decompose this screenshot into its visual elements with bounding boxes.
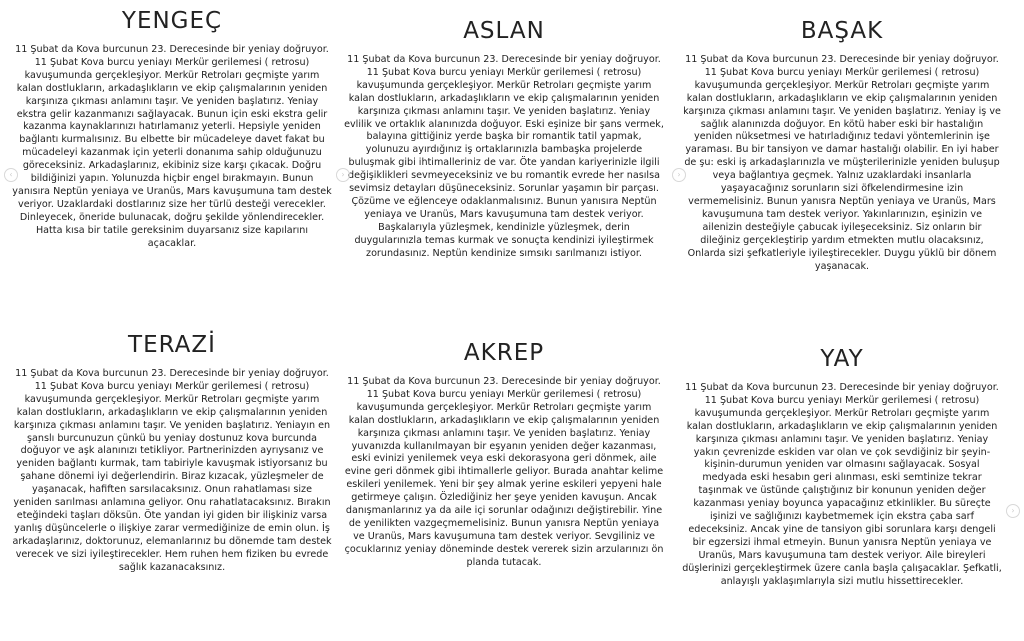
watermark-chevron-right-icon: › [336,168,350,182]
sign-text: 11 Şubat da Kova burcunun 23. Derecesinde bir yeniay doğruyor. 11 Şubat Kova burcu yeniayı Merkür gerilemesi ( retrosu) kavuşumunda gerçekleşiyor. Merkür Retroları geçmişte yarım kalan dostlukların, arkadaşlıkların ve ekip çalışmalarının yeniden karşınıza çıkması anlamını taşır. Ve yeniden başlatırız. Yeniay iş ve sağlık alanınızda doğuyor. En kötü haber eski bir hastalığın yeniden nüksetmesi ve hatırladığınız tedavi yöntemlerinin işe yaraması. Bu bir tansiyon ve damar hastalığı olabilir. En iyi haber de şu: eski iş arkadaşlarınızla ve müşterilerinizle yeniden buluşup veya bağlantıya geçmek. Yalnız uzaklardaki insanlarla yaşayacağınız sorunların sizi öfkelendirmesine izin vermemelisiniz. Bunun yanısra Neptün yeniaya ve Uranüs, Mars kavuşumuna tam destek veriyor. Yakınlarınızın, eşinizin ve ailenizin desteğiyle çabucak iyileşeceksiniz. Siz onların bir dileğiniz gerçekleştirip yardım etmekten mutlu olacaksınız, Onlarda sizi şefkatleriyle iyileştirecekler. Duygu yüklü bir dönem yaşanacak. [683,54,1001,272]
sign-text: 11 Şubat da Kova burcunun 23. Derecesinde bir yeniay doğruyor. 11 Şubat Kova burcu yeniayı Merkür gerilemesi ( retrosu) kavuşumunda gerçekleşiyor. Merkür Retroları geçmişte yarım kalan dostlukların, arkadaşlıkların ve ekip çalışmalarının yeniden karşınıza çıkması anlamını taşır. Ve yeniden başlatırız. Yeniayın en şanslı burcunuzun çünkü bu yeniay dostunuz kova burcunda doğuyor ve aşk alanınızı tetikliyor. Partnerinizden ayrıysanız ve yeniden bağlantı kurmak, tam tabiriyle kavuşmak istiyorsanız bu şahane dönemi iyi değerlendirin. Biraz kızacak, yüzleşmeler de yaşanacak, hafiften sarsılacaksınız. Onun rahatlaması size yeniden sarılması anlamına geliyor. Onu rahatlatacaksınız. Bırakın eteğindeki taşları döksün. Öte yandan iyi giden bir ilişkiniz varsa yanlış düşüncelerle o ilişkiye zarar vermediğinize de emin olun. İş arkadaşlarınız, doktorunuz, elemanlarınız bu dönemde tam destek verecek ve sizi iyileştirecekler. Hem ruhen hem fiziken bu evrede sağlık kazanacaksınız. [12,368,332,573]
sign-section-akrep [344,340,664,570]
sign-title: YAY [820,346,864,372]
sign-text: 11 Şubat da Kova burcunun 23. Derecesinde bir yeniay doğruyor. 11 Şubat Kova burcu yeniayı Merkür gerilemesi ( retrosu) kavuşumunda gerçekleşiyor. Merkür Retroları geçmişte yarım kalan dostlukların, arkadaşlıkların ve ekip çalışmalarının yeniden karşınıza çıkması anlamını taşır. Ve yeniden başlatırız. Yeniay yakın çevrenizde eskiden var olan ve çok sevdiğiniz bir şeyin-kişinin-durumun yeniden var olmasını sağlayacak. Sosyal medyada eski hesabın geri alınması, eski semtinize tekrar taşınmak ve üstünde çalıştığınız bir konunun yeniden değer kazanması yeniay boyunca yapacağınız etkinlikler. Bu süreçte işinizi ve sağlığınızı kaybetmemek için ekstra çaba sarf edeceksiniz. Ancak yine de tansiyon gibi sorunlara karşı dengeli bir egzersizi ihmal etmeyin. Bunun yanısra Neptün yeniaya ve Uranüs, Mars kavuşumuna tam destek veriyor. Aile bireyleri düşlerinizi gerçekleştirmek üzere canla başla çalışacaklar. Şefkatli, anlayışlı yaklaşımlarıyla sizi mutlu hissettirecekler. [682,382,1002,587]
sign-section-aslan [344,18,664,261]
sign-title: AKREP [463,340,545,366]
sign-title: ASLAN [463,18,545,44]
sign-section-yay [682,346,1002,589]
sign-text: 11 Şubat da Kova burcunun 23. Derecesinde bir yeniay doğruyor. 11 Şubat Kova burcu yeniayı Merkür gerilemesi ( retrosu) kavuşumunda gerçekleşiyor. Merkür Retroları geçmişte yarım kalan dostlukların, arkadaşlıkların ve ekip çalışmalarının yeniden karşınıza çıkması anlamını taşır. Ve yeniden başlatırız. Yeniay evlilik ve ortaklık alanınızda doğuyor. Eski eşinize bir şans vermek, balayına gittiğiniz yerde başka bir romantik tatil yapmak, yolunuzu ayırdığınız iş ortaklarınızla bambaşka projelerde buluşmak gibi ihtimalleriniz de var. Öte yandan kariyerinizle ilgili değişiklikleri sevmeyeceksiniz ve bu romantik evrede her nasılsa sevimsiz detayları düşüneceksiniz. Sorunlar yaşamın bir parçası. Çözüme ve eğlenceye odaklanmalısınız. Bunun yanısıra Neptün yeniaya ve Uranüs, Mars kavuşumuna tam destek veriyor. Başkalarıyla yüzleşmek, kendinizle yüzleşmek, derin duygularınızla temas kurmak ve sonuçta kendinizi iyileştirmek zorundasınız. Neptün kendinize sımsıkı sarılmanızı istiyor. [344,54,664,259]
watermark-chevron-right-icon: › [672,168,686,182]
sign-section-basak [682,18,1002,273]
sign-title: BAŞAK [800,18,884,44]
sign-section-terazi [12,332,332,575]
sign-section-yengec [12,8,332,251]
watermark-chevron-right-icon: › [1006,504,1020,518]
sign-text: 11 Şubat da Kova burcunun 23. Derecesinde bir yeniay doğruyor. 11 Şubat Kova burcu yeniayı Merkür gerilemesi ( retrosu) kavuşumunda gerçekleşiyor. Merkür Retroları geçmişte yarım kalan dostlukların, arkadaşlıkların ve ekip çalışmalarının yeniden karşınıza çıkması anlamını taşır. Ve yeniden başlatırız. Yeniay ekstra gelir kazanmanızı sağlayacak. Bunun için eski ekstra gelir kazanma kaynaklarınızı hatırlamanız yeterli. Hepsiyle yeniden bağlantı kurmalısınız. Bu elbette bir mücadeleye davet fakat bu mücadeleyi kazanmak için yeterli donanıma sahip olduğunuzu göreceksiniz. Arkadaşlarınız, ekibiniz size karşı çıkacak. Doğru bildiğinizi yapın. Yolunuzda hiçbir engel bırakmayın. Bunun yanısıra Neptün yeniaya ve Uranüs, Mars kavuşumuna tam destek veriyor. Uzaklardaki dostlarınız size her türlü desteği verecekler. Dinleyecek, öneride bulunacak, doğru şekilde yönlendirecekler. Hatta kısa bir tatile gereksinim duyarsanız size kapılarını açacaklar. [12,44,332,249]
sign-text: 11 Şubat da Kova burcunun 23. Derecesinde bir yeniay doğruyor. 11 Şubat Kova burcu yeniayı Merkür gerilemesi ( retrosu) kavuşumunda gerçekleşiyor. Merkür Retroları geçmişte yarım kalan dostlukların, arkadaşlıkların ve ekip çalışmalarının yeniden karşınıza çıkması anlamını taşır. Ve yeniden başlatırız. Yeniay yuvanızda kullanılmayan bir eşyanın yeniden değer kazanması, eski evinizi yenilemek veya eski dekorasyona geri dönmek, aile evine geri dönmek gibi ihtimallerle geliyor. Burada anahtar kelime eskileri yenilemek. Yeni bir şey almak yerine eskileri yepyeni hale getirmeye çalışın. Özlediğiniz her şeye yeniden kavuşun. Ancak danışmanlarınız ya da aile içi sorunlar odağınızı değiştirebilir. Yine de yenilikten vazgeçmemelisiniz. Bunun yanısra Neptün yeniaya ve Uranüs, Mars kavuşumuna tam destek veriyor. Sevgiliniz ve çocuklarınız yeniay döneminde destek vererek sizin arzularınızı ön planda tutacak. [344,376,664,568]
watermark-chevron-left-icon: ‹ [4,168,18,182]
sign-title: YENGEÇ [121,8,223,34]
sign-title: TERAZİ [128,332,216,358]
